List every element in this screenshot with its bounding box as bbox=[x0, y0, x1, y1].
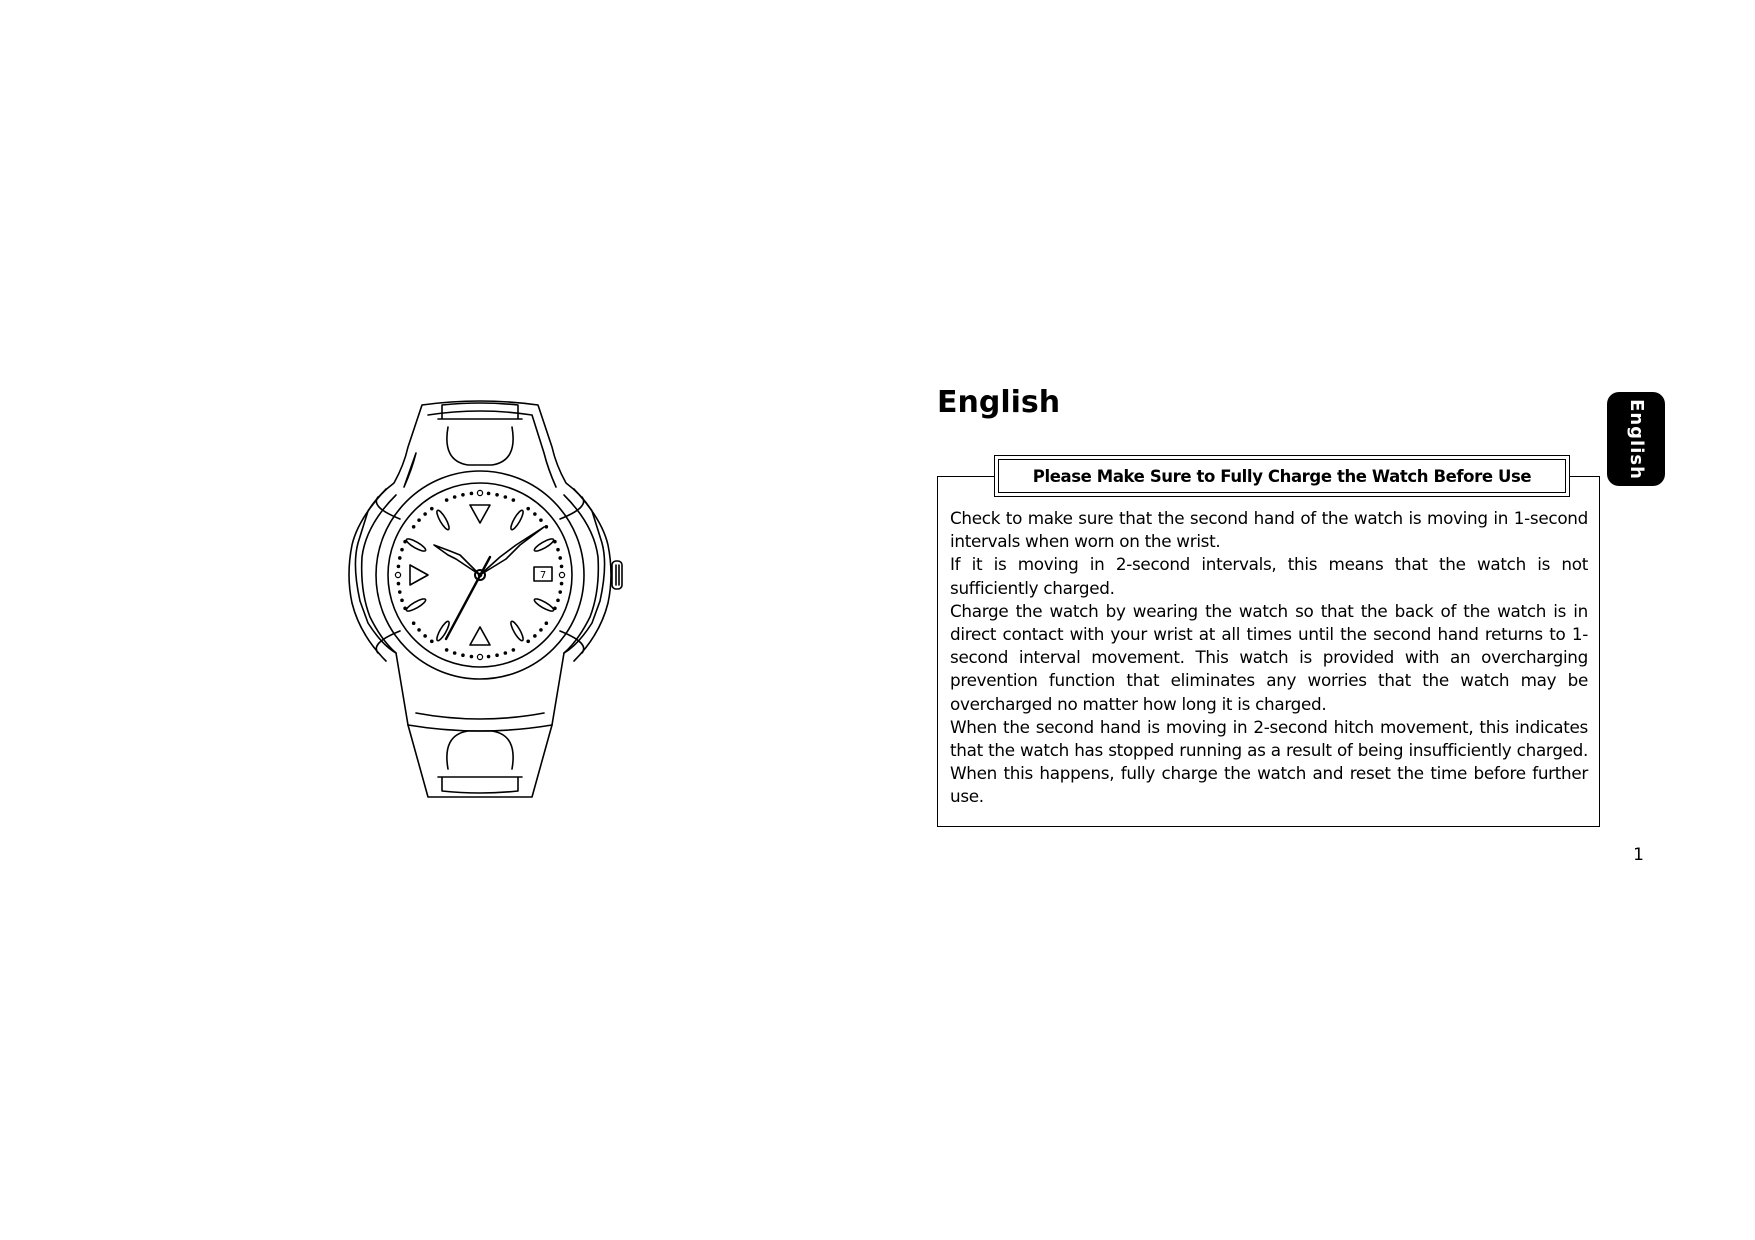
notice-paragraph: Charge the watch by wearing the watch so that the back of the watch is in direct contact with your wrist at all times until the second hand returns to 1-second interval movement. This watch is provided with an overcharging prevention function that eliminates any worries that the watch may be overcharged no matter how long it is charged. bbox=[950, 600, 1588, 714]
minute-dot bbox=[470, 492, 474, 496]
minute-dot bbox=[453, 651, 457, 655]
page-number: 1 bbox=[1633, 845, 1644, 865]
minute-dot bbox=[398, 590, 402, 594]
minute-dot bbox=[400, 599, 404, 603]
minute-dot bbox=[545, 621, 549, 625]
minute-dot bbox=[487, 655, 491, 659]
minute-dot bbox=[495, 493, 499, 497]
minute-dot bbox=[400, 548, 404, 552]
notice-paragraph: If it is moving in 2-second intervals, this means that the watch is not sufficiently charged. bbox=[950, 554, 1588, 598]
hour-hand bbox=[434, 545, 480, 575]
minute-dot bbox=[423, 634, 427, 638]
watch-case-outline bbox=[355, 401, 604, 797]
wristwatch-illustration bbox=[330, 395, 630, 805]
minute-dot bbox=[461, 653, 465, 657]
minute-dot bbox=[560, 565, 564, 569]
minute-dot bbox=[487, 492, 491, 496]
second-hand bbox=[446, 557, 490, 639]
hour-dot bbox=[477, 490, 482, 495]
minute-dot bbox=[504, 651, 508, 655]
minute-dot bbox=[430, 507, 434, 511]
minute-dot bbox=[533, 512, 537, 516]
minute-dot bbox=[445, 498, 449, 502]
notice-paragraph: Check to make sure that the second hand of the watch is moving in 1-second intervals when worn on the wrist. bbox=[950, 508, 1588, 552]
minute-dot bbox=[558, 590, 562, 594]
hour-marker-12 bbox=[470, 505, 490, 523]
notice-body bbox=[950, 507, 1588, 809]
minute-dot bbox=[453, 495, 457, 499]
minute-dot bbox=[512, 498, 516, 502]
lower-strap-link bbox=[438, 731, 522, 793]
minute-dot bbox=[556, 548, 560, 552]
minute-dot bbox=[512, 648, 516, 652]
notice-title: Please Make Sure to Fully Charge the Watch Before Use bbox=[998, 459, 1566, 493]
minute-dot bbox=[560, 582, 564, 586]
minute-dot bbox=[539, 518, 543, 522]
notice-paragraph: When the second hand is moving in 2-second hitch movement, this indicates that the watch has stopped running as a result of being insufficiently charged. When this happens, fully charge the watch and reset the time before further use. bbox=[950, 716, 1588, 807]
hour-dot bbox=[559, 572, 564, 577]
minute-dot bbox=[526, 507, 530, 511]
minute-dot bbox=[545, 525, 549, 529]
minute-dot bbox=[423, 512, 427, 516]
minute-dot bbox=[412, 525, 416, 529]
minute-dot bbox=[412, 621, 416, 625]
date-window-number: 7 bbox=[539, 570, 547, 581]
minute-dot bbox=[526, 640, 530, 644]
language-tab bbox=[1607, 392, 1665, 486]
minute-dot bbox=[417, 628, 421, 632]
hour-dot bbox=[477, 654, 482, 659]
minute-dot bbox=[397, 565, 401, 569]
crown-icon bbox=[612, 561, 622, 589]
crown-grip bbox=[616, 565, 619, 585]
minute-dot bbox=[539, 628, 543, 632]
minute-dot bbox=[398, 556, 402, 560]
minute-dot bbox=[558, 556, 562, 560]
minute-dot bbox=[556, 599, 560, 603]
minute-dot bbox=[445, 648, 449, 652]
minute-dot bbox=[495, 653, 499, 657]
minute-dot bbox=[504, 495, 508, 499]
minute-dot bbox=[417, 518, 421, 522]
hour-marker-9 bbox=[410, 565, 428, 585]
minute-dot bbox=[461, 493, 465, 497]
notice-title-frame bbox=[994, 455, 1570, 497]
language-tab-label: English bbox=[1625, 398, 1647, 480]
page-title: English bbox=[937, 385, 1061, 420]
hour-dot bbox=[395, 572, 400, 577]
minute-dot bbox=[533, 634, 537, 638]
minute-dot bbox=[397, 582, 401, 586]
minute-dot bbox=[430, 640, 434, 644]
minute-dot bbox=[470, 655, 474, 659]
center-pin-dot bbox=[479, 574, 482, 577]
hour-marker-6 bbox=[470, 627, 490, 645]
